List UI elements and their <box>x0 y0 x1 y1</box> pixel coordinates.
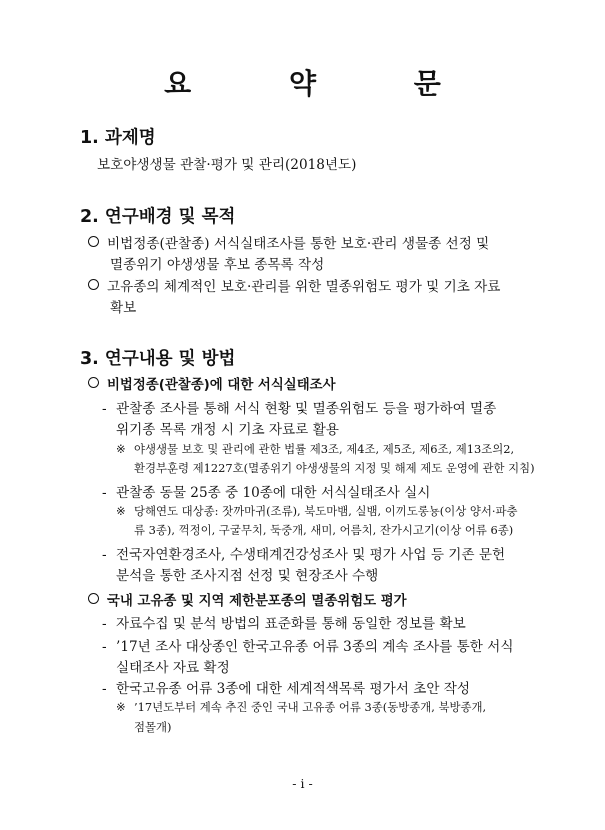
subsection-title <box>88 590 407 609</box>
dash-item <box>102 543 505 563</box>
note-continuation: 점몰개) <box>134 720 172 734</box>
reference-note <box>116 503 517 519</box>
section-2-heading: 2. 연구배경 및 목적 <box>80 207 236 227</box>
subsection-title-text: 비법정종(관찰종)에 대한 서식실태조사 <box>107 378 336 393</box>
dash-item <box>102 677 470 697</box>
bullet-continuation: 멸종위기 야생생물 후보 종목록 작성 <box>110 257 325 273</box>
hollow-circle-bullet-icon <box>88 279 99 290</box>
reference-note <box>116 699 486 715</box>
reference-mark: ※ <box>116 442 126 456</box>
note-continuation: 류 3종), 꺽정이, 구굴무치, 둑중개, 새미, 어름치, 잔가시고기(이상 어류 6종) <box>134 523 514 537</box>
hollow-circle-bullet-icon <box>88 236 99 247</box>
note-continuation: 환경부훈령 제1227호(멸종위기 야생생물의 지정 및 해제 제도 운영에 관한 지침) <box>134 461 535 475</box>
bullet-item <box>88 232 489 252</box>
dash-item <box>102 635 513 655</box>
subsection-title <box>88 374 336 393</box>
dash-mark: - <box>102 547 107 563</box>
section-1-heading: 1. 과제명 <box>80 128 156 148</box>
bullet-continuation: 확보 <box>110 300 137 316</box>
dash-mark: - <box>102 681 107 697</box>
dash-item-text: 자료수집 및 분석 방법의 표준화를 통해 동일한 정보를 확보 <box>116 616 466 632</box>
dash-continuation: 실태조사 자료 확정 <box>116 660 230 676</box>
hollow-circle-bullet-icon <box>88 593 99 604</box>
dash-item-text: ’17년 조사 대상종인 한국고유종 어류 3종의 계속 조사를 통한 서식 <box>116 639 514 655</box>
hollow-circle-bullet-icon <box>88 377 99 388</box>
section-3-heading: 3. 연구내용 및 방법 <box>80 349 236 369</box>
dash-item <box>102 612 466 632</box>
page-title: 요 약 문 <box>164 67 485 100</box>
bullet-text: 비법정종(관찰종) 서식실태조사를 통한 보호·관리 생물종 선정 및 <box>107 236 490 252</box>
dash-mark: - <box>102 401 107 417</box>
dash-item-text: 관찰종 조사를 통해 서식 현황 및 멸종위험도 등을 평가하여 멸종 <box>116 401 497 417</box>
dash-mark: - <box>102 616 107 632</box>
dash-item-text: 관찰종 동물 25종 중 10종에 대한 서식실태조사 실시 <box>116 485 431 501</box>
dash-item-text: 한국고유종 어류 3종에 대한 세계적색목록 평가서 초안 작성 <box>116 681 471 697</box>
note-text: 당해연도 대상종: 잣까마귀(조류), 북도마뱀, 실뱀, 이끼도롱뇽(이상 양서·파충 <box>134 504 518 518</box>
reference-note <box>116 441 514 457</box>
dash-item-text: 전국자연환경조사, 수생태계건강성조사 및 평가 사업 등 기존 문헌 <box>116 547 506 563</box>
project-name: 보호야생생물 관찰·평가 및 관리(2018년도) <box>97 157 357 173</box>
subsection-title-text: 국내 고유종 및 지역 제한분포종의 멸종위험도 평가 <box>107 594 407 609</box>
dash-mark: - <box>102 639 107 655</box>
dash-continuation: 위기종 목록 개정 시 기초 자료로 활용 <box>116 422 339 438</box>
bullet-text: 고유종의 체계적인 보호·관리를 위한 멸종위험도 평가 및 기초 자료 <box>107 279 501 295</box>
page-number: - i - <box>292 776 313 791</box>
note-text: 야생생물 보호 및 관리에 관한 법률 제3조, 제4조, 제5조, 제6조, 제13조의2, <box>134 442 515 456</box>
dash-continuation: 분석을 통한 조사지점 선정 및 현장조사 수행 <box>116 568 379 584</box>
dash-item <box>102 481 430 501</box>
dash-mark: - <box>102 485 107 501</box>
bullet-item <box>88 275 500 295</box>
dash-item <box>102 397 496 417</box>
reference-mark: ※ <box>116 700 126 714</box>
note-text: ’17년도부터 계속 추진 중인 국내 고유종 어류 3종(동방종개, 북방종개, <box>134 700 487 714</box>
reference-mark: ※ <box>116 504 126 518</box>
